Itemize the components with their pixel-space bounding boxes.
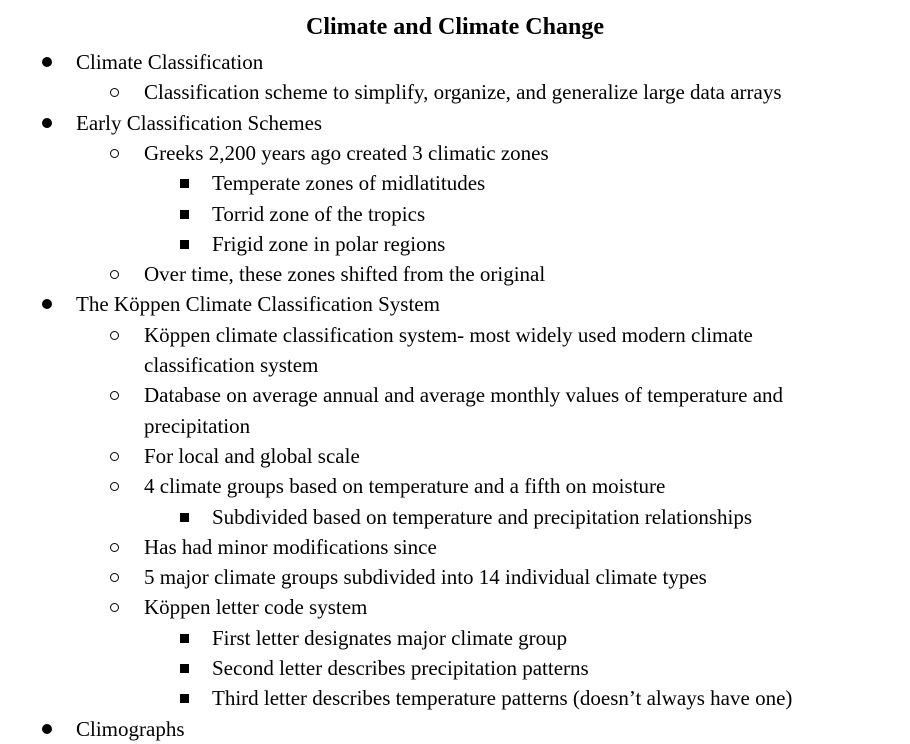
bullet-disc-icon [42,299,52,309]
bullet-circle-icon [110,543,119,552]
bullet-square-icon [180,664,189,673]
list-item-level-1: Climate Classification [76,50,264,74]
bullet-square-icon [180,179,189,188]
list-item-level-3: Second letter describes precipitation patterns [212,656,589,680]
bullet-square-icon [180,634,189,643]
bullet-square-icon [180,240,189,249]
bullet-disc-icon [42,57,52,67]
list-item-level-3: Temperate zones of midlatitudes [212,171,486,196]
bullet-circle-icon [110,331,119,340]
page-title: Climate and Climate Change [306,14,604,40]
list-item-level-2: Classification scheme to simplify, organize, and generalize large data arrays [144,80,782,105]
list-item-level-2: Has had minor modifications since [144,534,437,559]
list-item-level-2: Database on average annual and average monthly values of temperature and [144,383,784,408]
bullet-circle-icon [110,391,119,400]
list-item-level-2: For local and global scale [144,443,360,468]
bullet-circle-icon [110,573,119,582]
bullet-square-icon [180,210,189,219]
bullet-square-icon [180,694,189,703]
list-item-level-1: Climographs [76,716,185,741]
list-item-level-2: 4 climate groups based on temperature and a fifth on moisture [144,474,666,499]
list-item-level-2: Greeks 2,200 years ago created 3 climatic zones [144,140,549,165]
bullet-square-icon [180,513,189,522]
bullet-circle-icon [110,149,119,158]
bullet-circle-icon [110,482,119,491]
list-item-level-1: The Köppen Climate Classification System [76,292,440,317]
list-item-level-2: Over time, these zones shifted from the original [144,262,546,287]
list-item-level-1: Early Classification Schemes [76,110,323,135]
list-item-level-3: Third letter describes temperature patterns (doesn’t always have one) [212,686,793,711]
bullet-circle-icon [110,603,119,612]
list-item-level-3: First letter designates major climate group [212,625,568,650]
list-item-continuation: classification system [144,353,319,377]
bullet-circle-icon [110,270,119,279]
list-item-level-2: Köppen letter code system [144,595,368,620]
bullet-disc-icon [42,118,52,128]
bullet-disc-icon [42,724,52,734]
list-item-level-3: Frigid zone in polar regions [212,231,446,256]
bullet-circle-icon [110,452,119,461]
list-item-continuation: precipitation [144,413,251,438]
list-item-level-2: 5 major climate groups subdivided into 14 individual climate types [144,565,707,590]
bullet-circle-icon [110,88,119,97]
list-item-level-2: Köppen climate classification system- most widely used modern climate [144,322,753,347]
list-item-level-3: Torrid zone of the tropics [212,201,426,226]
list-item-level-3: Subdivided based on temperature and precipitation relationships [212,504,753,529]
